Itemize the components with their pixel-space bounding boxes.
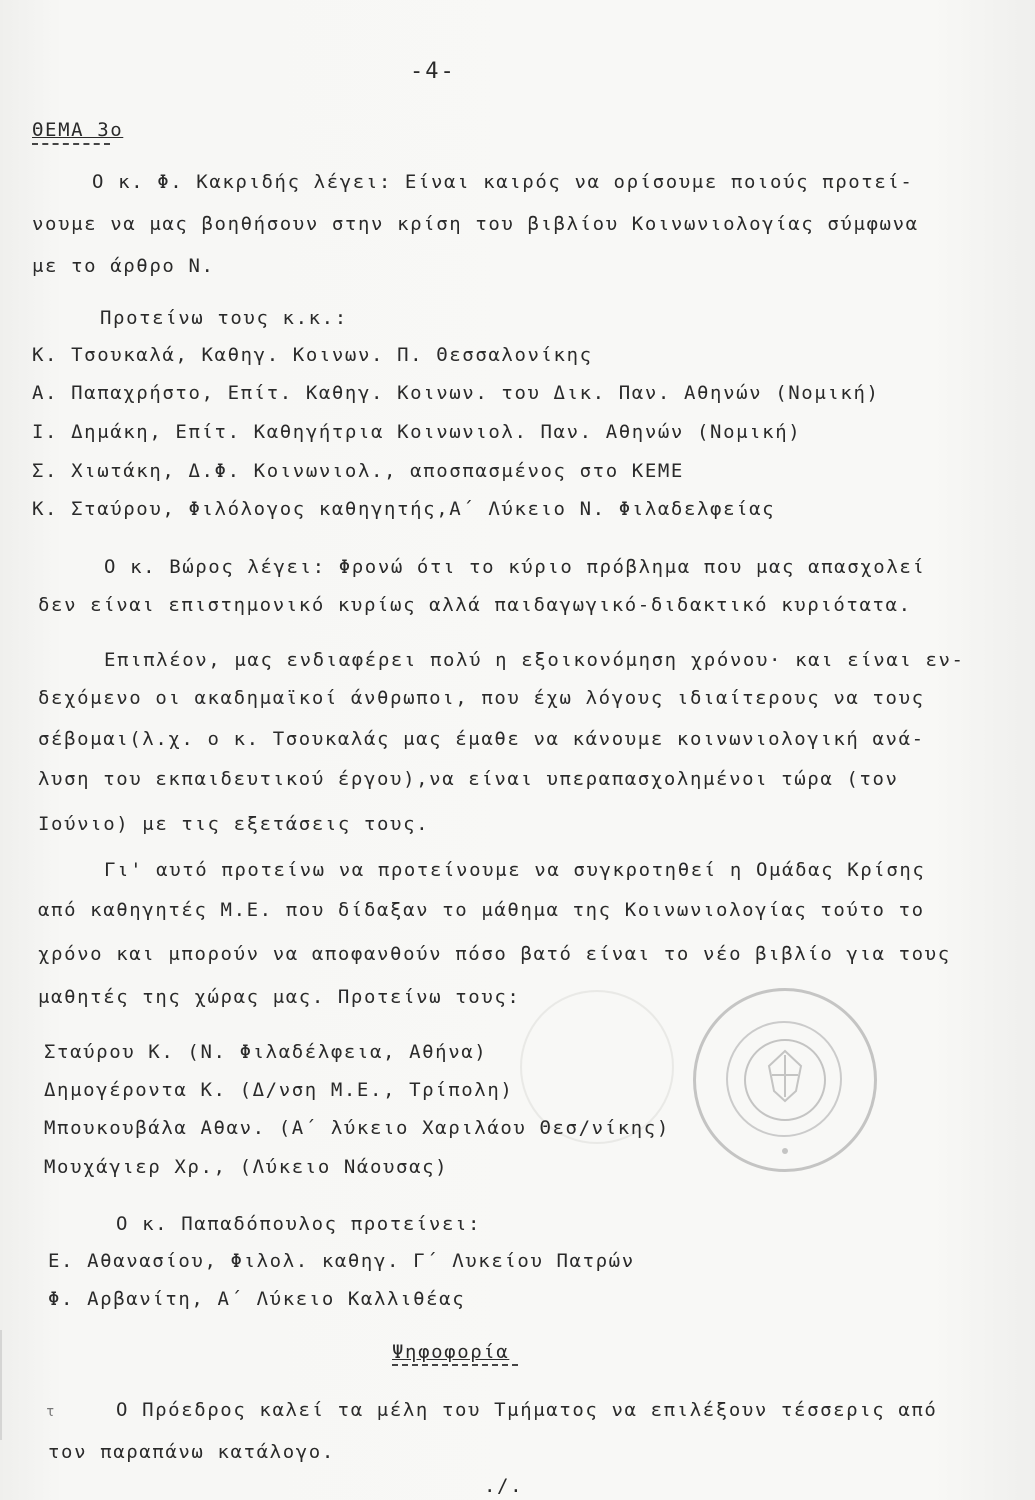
end-mark: ./. <box>484 1475 524 1497</box>
list-item: Δημογέροντα Κ. (Δ/νση Μ.Ε., Τρίπολη) <box>44 1079 514 1101</box>
section-heading: ΘΕΜΑ 3ο <box>32 119 124 141</box>
text-line: Κ. Τσουκαλά, Καθηγ. Κοινων. Π. Θεσσαλονίκης <box>32 344 593 366</box>
list-item: Σταύρου Κ. (Ν. Φιλαδέλφεια, Αθήνα) <box>44 1041 488 1063</box>
text-line: νουμε να μας βοηθήσουν στην κρίση του βιβλίου Κοινωνιολογίας σύμφωνα <box>32 213 919 235</box>
text-line: Σ. Χιωτάκη, Δ.Φ. Κοινωνιολ., αποσπασμένος στο ΚΕΜΕ <box>32 460 684 482</box>
stamp-emblem-icon <box>696 991 874 1169</box>
text-line: τον παραπάνω κατάλογο. <box>48 1441 335 1463</box>
text-line: Ιούνιο) με τις εξετάσεις τους. <box>38 813 430 835</box>
text-line: Ο κ. Βώρος λέγει: Φρονώ ότι το κύριο πρόβλημα που μας απασχολεί <box>104 556 926 578</box>
text-line: σέβομαι(λ.χ. ο κ. Τσουκαλάς μας έμαθε να κάνουμε κοινωνιολογική ανά- <box>38 728 925 750</box>
text-line: λυση του εκπαιδευτικού έργου),να είναι υπεραπασχολημένοι τώρα (τον <box>38 768 899 790</box>
text-line: Ο κ. Φ. Κακριδής λέγει: Είναι καιρός να ορίσουμε ποιούς προτεί- <box>92 171 914 193</box>
text-line: Ι. Δημάκη, Επίτ. Καθηγήτρια Κοινωνιολ. Παν. Αθηνών (Νομική) <box>32 421 802 443</box>
text-line: δεν είναι επιστημονικό κυρίως αλλά παιδαγωγικό-διδακτικό κυριότατα. <box>38 594 912 616</box>
heading-underline <box>32 143 110 145</box>
list-item: Ε. Αθανασίου, Φιλολ. καθηγ. Γ΄ Λυκείου Πατρών <box>48 1250 635 1272</box>
margin-bar <box>0 1330 8 1440</box>
text-line: Γι' αυτό προτείνω να προτείνουμε να συγκροτηθεί η Ομάδας Κρίσης <box>104 859 926 881</box>
vote-heading: Ψηφοφορία <box>392 1341 510 1363</box>
text-line: δεχόμενο οι ακαδημαϊκοί άνθρωποι, που έχω λόγους ιδιαίτερους να τους <box>38 687 925 709</box>
text-line: από καθηγητές Μ.Ε. που δίδαξαν το μάθημα της Κοινωνιολογίας τούτο το <box>38 899 925 921</box>
text-line: Α. Παπαχρήστο, Επίτ. Καθηγ. Κοινων. του Δικ. Παν. Αθηνών (Νομική) <box>32 382 880 404</box>
text-line: Επιπλέον, μας ενδιαφέρει πολύ η εξοικονόμηση χρόνου· και είναι εν- <box>104 649 965 671</box>
list-item: Μουχάγιερ Χρ., (Λύκειο Νάουσας) <box>44 1156 449 1178</box>
official-stamp <box>693 988 877 1172</box>
page-number: -4- <box>410 59 456 84</box>
text-line: μαθητές της χώρας μας. Προτείνω τους: <box>38 986 521 1008</box>
vote-heading-underline <box>392 1364 518 1366</box>
text-line: χρόνο και μπορούν να αποφανθούν πόσο βατό είναι το νέο βιβλίο για τους <box>38 943 951 965</box>
list-item: Μπουκουβάλα Αθαν. (Α΄ λύκειο Χαριλάου Θεσ/νίκης) <box>44 1117 670 1139</box>
margin-mark: τ <box>46 1404 55 1420</box>
list-item: Φ. Αρβανίτη, Α΄ Λύκειο Καλλιθέας <box>48 1288 466 1310</box>
text-line: με το άρθρο Ν. <box>32 255 215 277</box>
text-line: Κ. Σταύρου, Φιλόλογος καθηγητής,Α΄ Λύκειο Ν. Φιλαδελφείας <box>32 498 776 520</box>
text-line: Προτείνω τους κ.κ.: <box>100 307 348 329</box>
text-line: Ο Πρόεδρος καλεί τα μέλη του Τμήματος να επιλέξουν τέσσερις από <box>116 1399 938 1421</box>
text-line: Ο κ. Παπαδόπουλος προτείνει: <box>116 1213 482 1235</box>
